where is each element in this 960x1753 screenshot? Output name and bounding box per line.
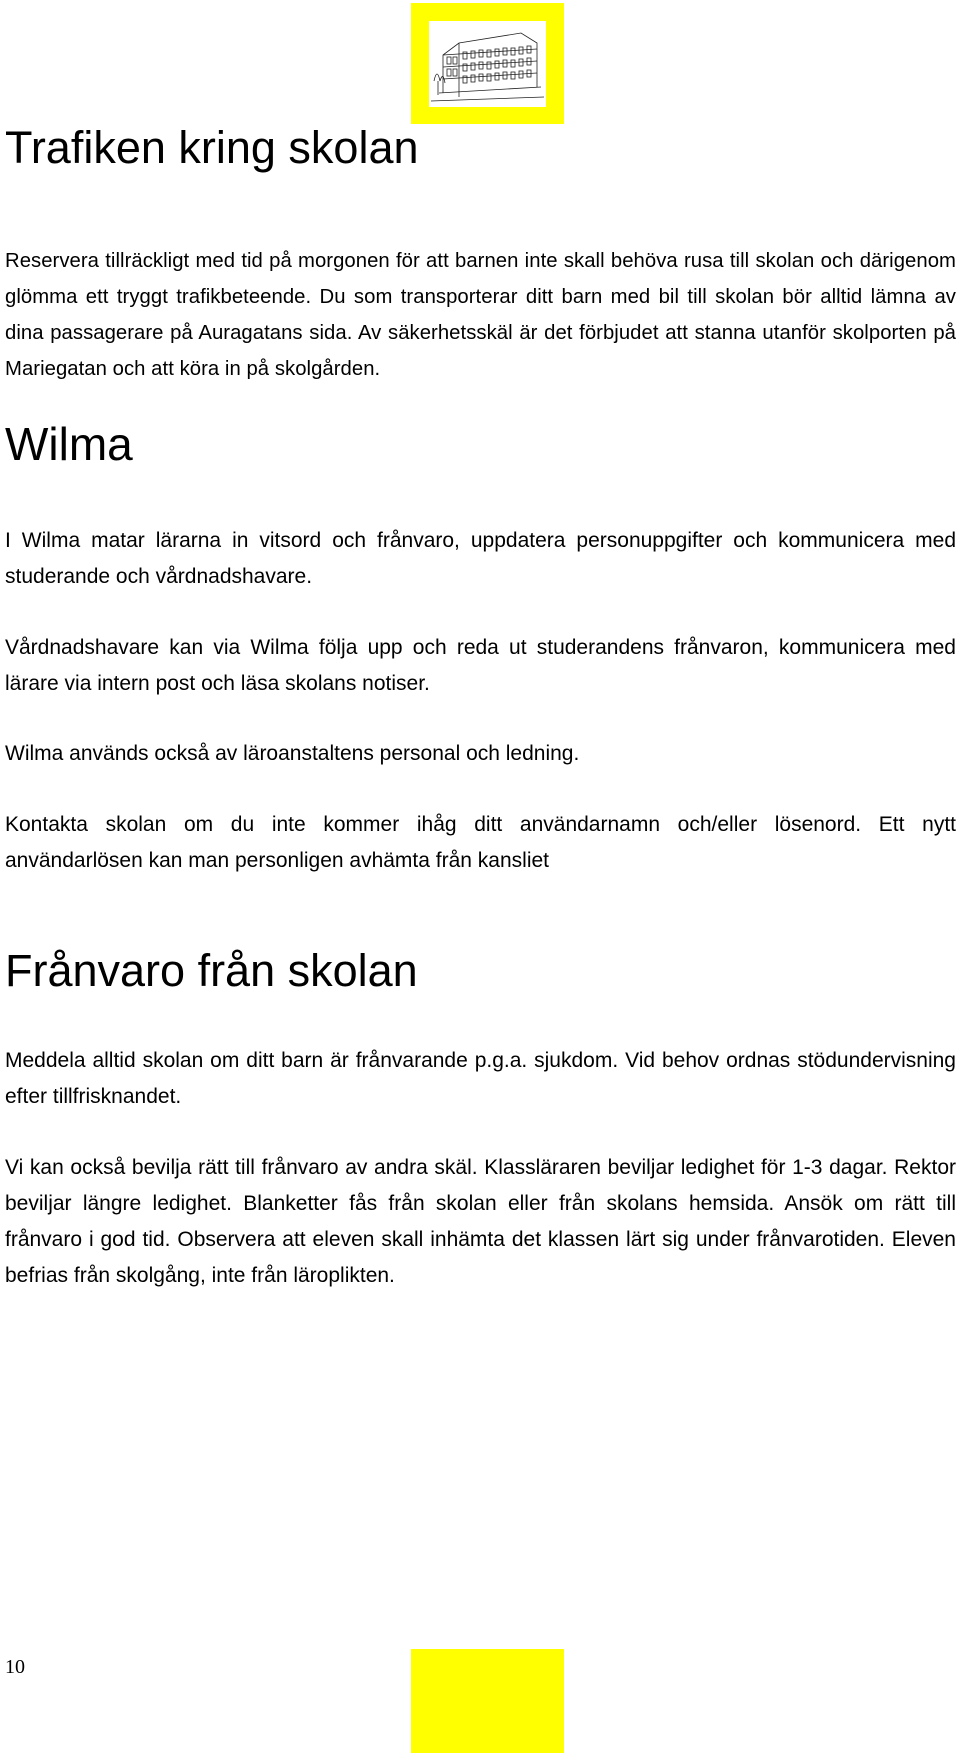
footer-accent-block <box>411 1649 564 1753</box>
traffic-heading: Trafiken kring skolan <box>5 122 419 173</box>
absence-paragraph-2: Vi kan också bevilja rätt till frånvaro av andra skäl. Klassläraren beviljar ledighet för 1-3 dagar. Rektor beviljar längre ledighet. Blanketter fås från skolan eller från skolans hemsida. Ansök om rätt till frånvaro i god tid. Observera att eleven skall inhämta det klassen lärt sig under frånvarotiden. Eleven befrias från skolgång, inte från läroplikten. <box>5 1156 956 1287</box>
traffic-paragraph: Reservera tillräckligt med tid på morgonen för att barnen inte skall behöva rusa till skolan och därigenom glömma ett tryggt trafikbeteende. Du som transporterar ditt barn med bil till skolan bör alltid lämna av dina passagerare på Auragatans sida. Av säkerhetsskäl är det förbjudet att stanna utanför skolporten på Mariegatan och att köra in på skolgården. <box>5 250 956 380</box>
wilma-paragraph-4: Kontakta skolan om du inte kommer ihåg ditt användarnamn och/eller lösenord. Ett nytt användarlösen kan man personligen avhämta från kansliet <box>5 813 956 872</box>
wilma-heading: Wilma <box>5 418 133 470</box>
page-number: 10 <box>5 1656 25 1678</box>
absence-paragraph-1: Meddela alltid skolan om ditt barn är frånvarande p.g.a. sjukdom. Vid behov ordnas stödundervisning efter tillfrisknandet. <box>5 1049 956 1108</box>
wilma-paragraph-1: I Wilma matar lärarna in vitsord och frånvaro, uppdatera personuppgifter och kommunicera med studerande och vårdnadshavare. <box>5 529 956 588</box>
wilma-paragraph-2: Vårdnadshavare kan via Wilma följa upp och reda ut studerandens frånvaron, kommunicera med lärare via intern post och läsa skolans notiser. <box>5 636 956 695</box>
absence-heading: Frånvaro från skolan <box>5 945 418 996</box>
wilma-paragraph-3: Wilma används också av läroanstaltens personal och ledning. <box>5 742 580 765</box>
school-building-icon <box>429 21 546 107</box>
school-logo <box>411 3 564 124</box>
